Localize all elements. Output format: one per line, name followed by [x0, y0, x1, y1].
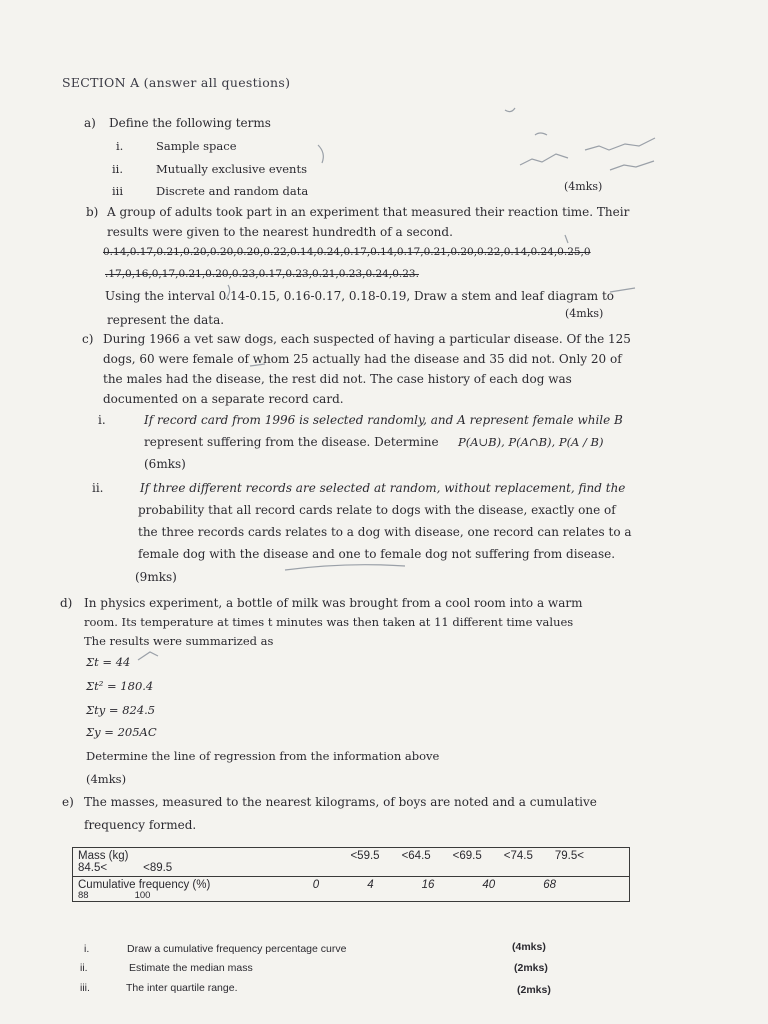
- question-d-sum: Σy = 205AC: [86, 725, 157, 739]
- question-e-item-text: Estimate the median mass: [129, 962, 253, 974]
- question-c-ii-marks: (9mks): [135, 570, 177, 584]
- question-a-prompt: Define the following terms: [109, 116, 271, 130]
- section-title: SECTION A (answer all questions): [62, 75, 291, 90]
- question-a-item-num: iii: [112, 184, 124, 198]
- question-b-data: 0.14,0.17,0.21,0.20,0.20,0.20,0.22,0.14,0.24,0.17,0.14,0.17,0.21,0.20,0.22,0.14,0.24,0.25,0: [103, 246, 591, 258]
- question-d-line: Determine the line of regression from the information above: [86, 749, 440, 763]
- table-cell: [73, 848, 630, 877]
- table-cell-value: 79.5<: [554, 850, 584, 862]
- table-cell: [73, 877, 630, 902]
- question-e-item-text: The inter quartile range.: [126, 982, 238, 994]
- question-e-item-num: ii.: [80, 962, 88, 974]
- question-e-item-marks: (4mks): [512, 941, 546, 953]
- table-row-label: Mass (kg): [78, 850, 129, 862]
- question-e-item-text: Draw a cumulative frequency percentage curve: [127, 943, 347, 955]
- table-row: [73, 848, 630, 877]
- question-a-item-text: Sample space: [156, 139, 237, 153]
- question-b-marks: (4mks): [565, 307, 604, 320]
- question-e-item-num: iii.: [80, 982, 90, 994]
- question-b-line: A group of adults took part in an experiment that measured their reaction time. Their: [107, 205, 630, 219]
- question-e-line: frequency formed.: [84, 818, 197, 832]
- table-cell-value: <64.5: [401, 850, 431, 862]
- question-d-marks: (4mks): [86, 772, 127, 786]
- question-c-ii-line: probability that all record cards relate to dogs with the disease, exactly one of: [138, 503, 616, 517]
- question-e-item-num: i.: [84, 943, 90, 955]
- table-row: [73, 877, 630, 902]
- question-b-data: .17,0,16,0,17,0.21,0.20,0.23,0.17,0.23,0.21,0.23,0.24,0.23.: [105, 268, 419, 280]
- question-e-item-marks: (2mks): [517, 984, 551, 996]
- table-cell-value: 84.5<: [78, 862, 108, 874]
- question-c-i-line: If record card from 1996 is selected randomly, and A represent female while B: [144, 413, 623, 427]
- question-a-item-text: Discrete and random data: [156, 184, 309, 198]
- table-cell-value: <89.5: [143, 862, 173, 874]
- question-e-line: The masses, measured to the nearest kilograms, of boys are noted and a cumulative: [84, 795, 597, 809]
- question-c-ii-line: the three records cards relates to a dog with disease, one record can relates to a: [138, 525, 632, 539]
- question-c-i-line: represent suffering from the disease. Determine: [144, 435, 439, 449]
- question-d-sum: Σt = 44: [86, 655, 131, 669]
- question-b-line: represent the data.: [107, 313, 225, 327]
- question-c-line: documented on a separate record card.: [103, 392, 344, 406]
- question-c-i-marks: (6mks): [144, 457, 186, 471]
- table-cell-value: 0: [312, 879, 320, 891]
- table-cell-value: 4: [367, 879, 374, 891]
- question-c-label: c): [82, 332, 94, 346]
- question-a-marks: (4mks): [564, 180, 603, 193]
- table-cell-value: 88: [78, 890, 89, 901]
- question-a-item-text: Mutually exclusive events: [156, 162, 307, 176]
- table-cell-value: <74.5: [503, 850, 533, 862]
- question-e-label: e): [62, 795, 74, 809]
- table-cell-value: <69.5: [452, 850, 482, 862]
- question-c-ii-line: female dog with the disease and one to female dog not suffering from disease.: [138, 547, 616, 561]
- question-c-i-formula: P(A∪B), P(A∩B), P(A / B): [458, 435, 604, 449]
- question-c-line: dogs, 60 were female of whom 25 actually had the disease and 35 did not. Only 20 of: [103, 352, 622, 366]
- question-c-i-num: i.: [98, 413, 106, 427]
- question-e-item-marks: (2mks): [514, 962, 548, 974]
- table-cell-value: 100: [134, 890, 151, 901]
- question-d-sum: Σt² = 180.4: [86, 679, 154, 693]
- table-cell-value: 16: [421, 879, 435, 891]
- table-cell-value: 40: [482, 879, 496, 891]
- question-d-label: d): [60, 596, 73, 610]
- table-cell-value: <59.5: [350, 850, 380, 862]
- question-b-line: results were given to the nearest hundredth of a second.: [107, 225, 453, 239]
- question-c-line: the males had the disease, the rest did not. The case history of each dog was: [103, 372, 572, 386]
- table-cell-value: 68: [543, 879, 556, 891]
- question-d-line: In physics experiment, a bottle of milk was brought from a cool room into a warm: [84, 596, 583, 610]
- question-a-label: a): [84, 116, 96, 130]
- question-c-ii-num: ii.: [92, 481, 104, 495]
- question-d-line: room. Its temperature at times t minutes was then taken at 11 different time values: [84, 615, 574, 629]
- question-b-line: Using the interval 0.14-0.15, 0.16-0.17, 0.18-0.19, Draw a stem and leaf diagram to: [105, 289, 615, 303]
- frequency-table: [72, 847, 630, 902]
- question-a-item-num: i.: [116, 139, 124, 153]
- question-b-label: b): [86, 205, 99, 219]
- question-c-ii-line: If three different records are selected at random, without replacement, find the: [140, 481, 626, 495]
- question-a-item-num: ii.: [112, 162, 124, 176]
- table-row-label: Cumulative frequency (%): [78, 879, 211, 891]
- question-c-line: During 1966 a vet saw dogs, each suspected of having a particular disease. Of the 125: [103, 332, 631, 346]
- question-d-sum: Σty = 824.5: [86, 703, 156, 717]
- question-d-line: The results were summarized as: [84, 634, 274, 648]
